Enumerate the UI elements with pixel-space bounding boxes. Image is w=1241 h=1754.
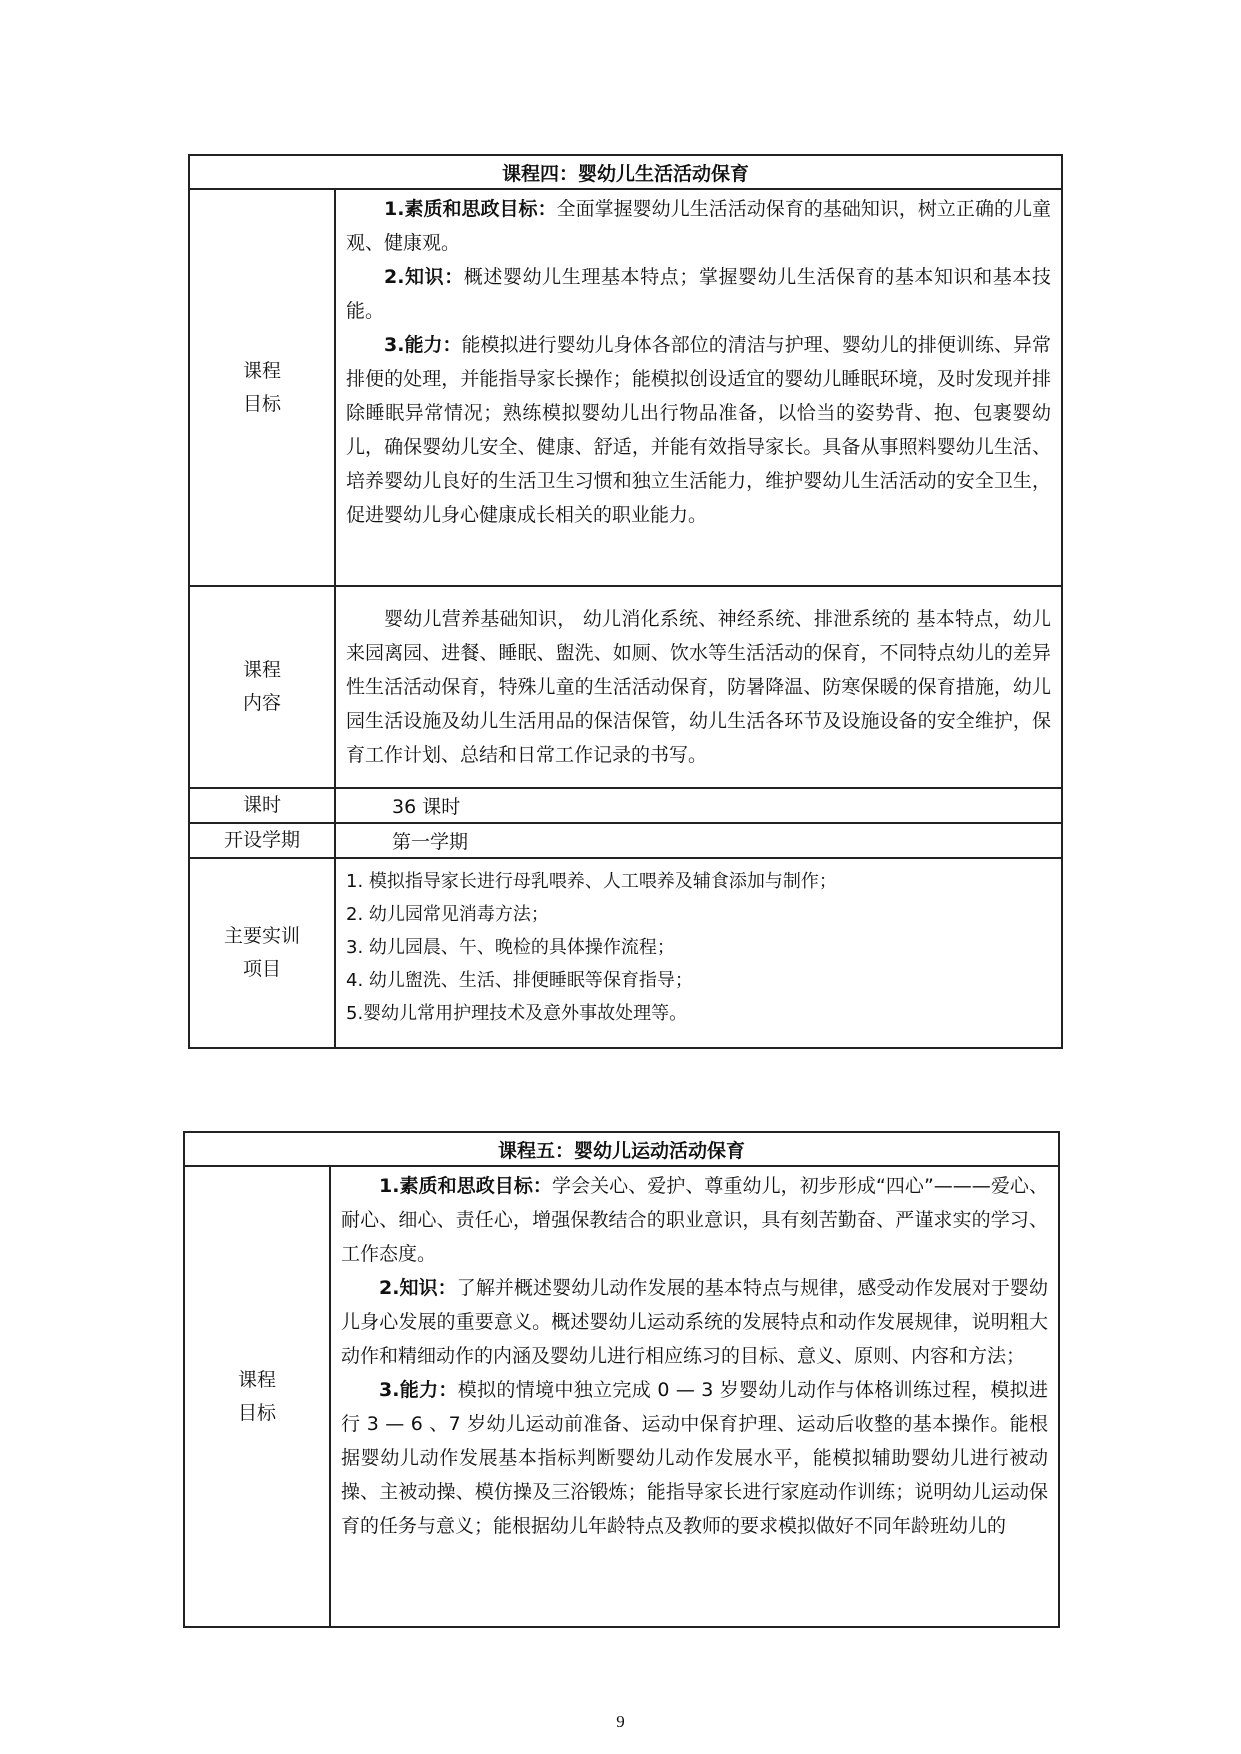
course4-goal-3-head: 3.能力： bbox=[384, 334, 462, 356]
course4-semester-label: 开设学期 bbox=[189, 823, 335, 858]
course5-title: 课程五：婴幼儿运动活动保育 bbox=[184, 1132, 1059, 1166]
course4-goals-label-text: 课程 目标 bbox=[242, 359, 281, 415]
course4-goal-3 bbox=[346, 328, 1051, 532]
course5-goals-label-text: 课程 目标 bbox=[237, 1368, 276, 1424]
course4-table bbox=[188, 154, 1063, 1049]
course5-goal-2 bbox=[341, 1271, 1048, 1373]
course5-goals-label bbox=[184, 1166, 330, 1627]
project-item: 4. 幼儿盥洗、生活、排便睡眠等保育指导； bbox=[346, 970, 693, 991]
course4-goals bbox=[335, 189, 1062, 586]
course4-goal-3-text: 能模拟进行婴幼儿身体各部位的清洁与护理、婴幼儿的排便训练、异常排便的处理，并能指导家长操作；能模拟创设适宜的婴幼儿睡眠环境，及时发现并排除睡眠异常情况；熟练模拟婴幼儿出行物品准备，以恰当的姿势背、抱、包裹婴幼儿，确保婴幼儿安全、健康、舒适，并能有效指导家长。具备从事照料婴幼儿生活、培养婴幼儿良好的生活卫生习惯和独立生活能力，维护婴幼儿生活活动的安全卫生，促进婴幼儿身心健康成长相关的职业能力。 bbox=[346, 334, 1051, 526]
course4-goal-2-text: 概述婴幼儿生理基本特点；掌握婴幼儿生活保育的基本知识和基本技能。 bbox=[346, 266, 1051, 322]
course4-projects-label-text: 主要实训 项目 bbox=[223, 925, 300, 980]
course4-semester-value: 第一学期 bbox=[335, 823, 1062, 858]
course5-goal-1 bbox=[341, 1169, 1048, 1271]
course4-goal-1-text: 全面掌握婴幼儿生活活动保育的基础知识，树立正确的儿童观、健康观。 bbox=[346, 198, 1051, 254]
course4-goal-1 bbox=[346, 192, 1051, 260]
course5-goals bbox=[330, 1166, 1059, 1627]
course4-goal-2-head: 2.知识： bbox=[384, 266, 464, 288]
course4-hours-value: 36 课时 bbox=[335, 788, 1062, 823]
course4-goals-label bbox=[189, 189, 335, 586]
course4-goal-2 bbox=[346, 260, 1051, 328]
course5-goal-3 bbox=[341, 1373, 1048, 1543]
course5-goal-2-text: 了解并概述婴幼儿动作发展的基本特点与规律，感受动作发展对于婴幼儿身心发展的重要意义。概述婴幼儿运动系统的发展特点和动作发展规律，说明粗大动作和精细动作的内涵及婴幼儿进行相应练习的目标、意义、原则、内容和方法； bbox=[341, 1277, 1048, 1367]
page-number: 9 bbox=[616, 1712, 625, 1731]
course4-projects bbox=[335, 858, 1062, 1048]
project-item: 2. 幼儿园常见消毒方法； bbox=[346, 904, 549, 925]
course4-projects-label bbox=[189, 858, 335, 1048]
course4-content-text: 婴幼儿营养基础知识， 幼儿消化系统、神经系统、排泄系统的 基本特点，幼儿来园离园、进餐、睡眠、盥洗、如厕、饮水等生活活动的保育，不同特点幼儿的差异性生活活动保育，特殊儿童的生活活动保育，防暑降温、防寒保暖的保育措施，幼儿园生活设施及幼儿生活用品的保洁保管，幼儿生活各环节及设施设备的安全维护，保育工作计划、总结和日常工作记录的书写。 bbox=[346, 608, 1051, 766]
course4-title: 课程四：婴幼儿生活活动保育 bbox=[189, 155, 1062, 189]
course5-table bbox=[183, 1131, 1060, 1628]
course5-goal-2-head: 2.知识： bbox=[379, 1277, 457, 1299]
course4-goal-1-head: 1.素质和思政目标： bbox=[384, 198, 557, 220]
course4-content-label-text: 课程 内容 bbox=[242, 659, 281, 714]
project-item: 3. 幼儿园晨、午、晚检的具体操作流程； bbox=[346, 937, 675, 958]
project-item: 1. 模拟指导家长进行母乳喂养、人工喂养及辅食添加与制作； bbox=[346, 871, 837, 892]
course5-goal-3-text: 模拟的情境中独立完成 0 — 3 岁婴幼儿动作与体格训练过程，模拟进行 3 — 6 、7 岁幼儿运动前准备、运动中保育护理、运动后收整的基本操作。能根据婴幼儿动作发展基本指标判断婴幼儿动作发展水平，能模拟辅助婴幼儿进行被动操、主被动操、模仿操及三浴锻炼；能指导家长进行家庭动作训练；说明幼儿运动保育的任务与意义；能根据幼儿年龄特点及教师的要求模拟做好不同年龄班幼儿的 bbox=[341, 1379, 1048, 1537]
course4-hours-label: 课时 bbox=[189, 788, 335, 823]
project-item: 5.婴幼儿常用护理技术及意外事故处理等。 bbox=[346, 1003, 688, 1024]
course4-content-label bbox=[189, 586, 335, 788]
course4-content bbox=[335, 586, 1062, 788]
course5-goal-1-head: 1.素质和思政目标： bbox=[379, 1175, 552, 1197]
course5-goal-3-head: 3.能力： bbox=[379, 1379, 458, 1401]
course5-goal-1-text: 学会关心、爱护、尊重幼儿，初步形成“四心”———爱心、耐心、细心、责任心，增强保教结合的职业意识，具有刻苦勤奋、严谨求实的学习、工作态度。 bbox=[341, 1175, 1048, 1265]
